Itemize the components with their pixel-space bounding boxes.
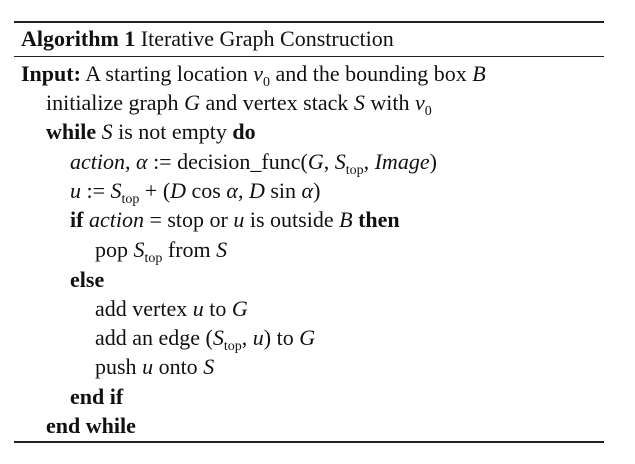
init-text: initialize graph (46, 90, 179, 115)
endif-line (70, 383, 123, 411)
input-keyword: Input: (21, 61, 81, 86)
action-line (70, 148, 437, 176)
math-u: u (252, 325, 264, 350)
math-s: S (212, 325, 224, 350)
while-line (46, 118, 256, 146)
add-vertex-line (95, 295, 248, 323)
update-line (70, 177, 320, 205)
add-vertex-text: add vertex (95, 296, 188, 321)
math-u: u (142, 354, 154, 379)
if-line (70, 206, 400, 234)
math-subscript: 0 (263, 75, 271, 90)
math-s: S (203, 354, 215, 379)
math-assign: := (153, 149, 172, 174)
add-edge-text: ) to (263, 325, 294, 350)
math-g: G (231, 296, 248, 321)
math-subscript: top (345, 163, 364, 178)
add-vertex-text: to (209, 296, 227, 321)
then-keyword: then (358, 207, 400, 232)
math-subscript: top (121, 192, 140, 207)
if-keyword: if (70, 207, 84, 232)
caption-rule (14, 56, 604, 57)
push-text: push (95, 354, 137, 379)
input-text: and the bounding box (275, 61, 467, 86)
math-comma: , (125, 149, 131, 174)
math-g: G (307, 149, 324, 174)
math-action: action (88, 207, 144, 232)
add-edge-line (95, 324, 315, 352)
math-comma: , (237, 178, 244, 203)
pop-line (95, 236, 227, 264)
math-s: S (216, 237, 228, 262)
if-text: is outside (249, 207, 334, 232)
endwhile-line (46, 412, 136, 440)
math-cos: cos (191, 178, 221, 203)
math-s: S (133, 237, 145, 262)
math-d: D (170, 178, 187, 203)
math-action: action (70, 149, 125, 174)
math-plus: + ( (144, 178, 171, 203)
math-u: u (233, 207, 245, 232)
math-b: B (472, 61, 486, 86)
do-keyword: do (232, 119, 256, 144)
math-close: ) (429, 149, 437, 174)
math-close: ) (313, 178, 321, 203)
math-s: S (110, 178, 122, 203)
init-text: with (370, 90, 410, 115)
math-v: v (253, 61, 264, 86)
if-condition: = stop or (149, 207, 228, 232)
math-alpha: α (226, 178, 238, 203)
math-b: B (339, 207, 353, 232)
endwhile-keyword: end while (46, 413, 136, 438)
math-d: D (248, 178, 265, 203)
algorithm-label: Algorithm 1 (21, 26, 136, 51)
math-subscript: top (144, 251, 163, 266)
else-keyword: else (70, 267, 105, 292)
init-text: and vertex stack (205, 90, 349, 115)
math-comma: , (323, 149, 330, 174)
math-s: S (101, 119, 113, 144)
math-v: v (415, 90, 425, 115)
math-u: u (192, 296, 204, 321)
math-assign: := (86, 178, 106, 203)
input-text: A starting location (85, 61, 248, 86)
pop-text: from (167, 237, 211, 262)
math-s: S (353, 90, 365, 115)
while-text: is not empty (118, 119, 227, 144)
add-edge-text: add an edge ( (95, 325, 213, 350)
math-subscript: top (223, 339, 242, 354)
init-line (46, 89, 432, 117)
else-line (70, 266, 104, 294)
push-text: onto (158, 354, 198, 379)
math-u: u (70, 178, 81, 203)
math-alpha: α (136, 149, 148, 174)
push-line (95, 353, 214, 381)
math-g: G (299, 325, 316, 350)
math-image: Image (374, 149, 430, 174)
math-comma: , (241, 325, 248, 350)
math-alpha: α (301, 178, 314, 203)
input-line (21, 60, 486, 88)
algorithm-caption (21, 25, 394, 53)
math-comma: , (363, 149, 370, 174)
math-sin: sin (270, 178, 297, 203)
pop-text: pop (95, 237, 128, 262)
math-func: decision_func( (177, 149, 308, 174)
math-g: G (184, 90, 200, 115)
while-keyword: while (46, 119, 97, 144)
top-rule (14, 21, 604, 23)
math-subscript: 0 (424, 104, 432, 119)
algorithm-title: Iterative Graph Construction (140, 26, 394, 51)
math-s: S (334, 149, 346, 174)
bottom-rule (14, 441, 604, 443)
endif-keyword: end if (70, 384, 124, 409)
